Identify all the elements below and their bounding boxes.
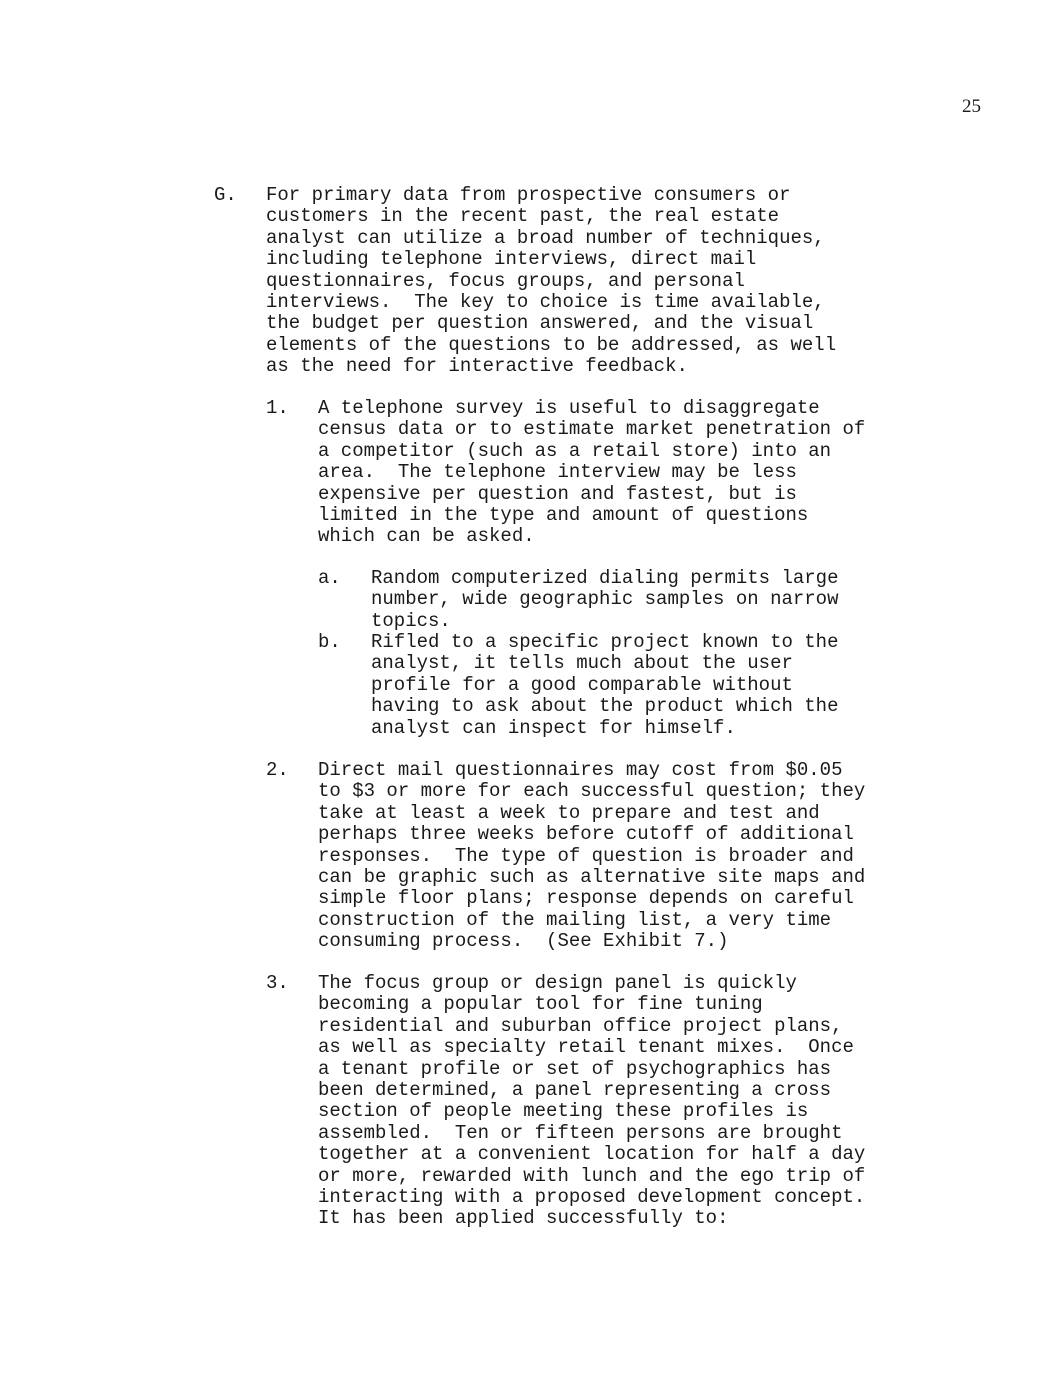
page-number: 25 [962, 96, 981, 117]
item-1a-marker: a. [318, 567, 341, 589]
section-g-paragraph: For primary data from prospective consumers or customers in the recent past, the real estate analyst can utilize a broad number of techniques, including telephone interviews, direct mail questionnaires, focus groups, and personal interviews. The key to choice is time available, the budget per question answered, and the visual elements of the questions to be addressed, as well as the need for interactive feedback. [266, 184, 837, 378]
item-1-paragraph: A telephone survey is useful to disaggregate census data or to estimate market penetration of a competitor (such as a retail store) into an area. The telephone interview may be less expensive per question and fastest, but is limited in the type and amount of questions which can be asked. [318, 397, 866, 548]
item-1-marker: 1. [266, 397, 289, 419]
item-1b-marker: b. [318, 631, 341, 653]
item-2-paragraph: Direct mail questionnaires may cost from $0.05 to $3 or more for each successful question; they take at least a week to prepare and test and perhaps three weeks before cutoff of additional responses. The type of question is broader and can be graphic such as alternative site maps and simple floor plans; response depends on careful construction of the mailing list, a very time consuming process. (See Exhibit 7.) [318, 759, 866, 953]
section-g-marker: G. [214, 184, 237, 206]
item-2-marker: 2. [266, 759, 289, 781]
item-3-paragraph: The focus group or design panel is quickly becoming a popular tool for fine tuning residential and suburban office project plans, as well as specialty retail tenant mixes. Once a tenant profile or set of psychographics has been determined, a panel representing a cross section of people meeting these profiles is assembled. Ten or fifteen persons are brought together at a convenient location for half a day or more, rewarded with lunch and the ego trip of interacting with a proposed development concept. It has been applied successfully to: [318, 972, 866, 1230]
item-3-marker: 3. [266, 972, 289, 994]
item-1b-paragraph: Rifled to a specific project known to the analyst, it tells much about the user profile for a good comparable without having to ask about the product which the analyst can inspect for himself. [371, 631, 839, 739]
item-1a-paragraph: Random computerized dialing permits large number, wide geographic samples on narrow topics. [371, 567, 839, 632]
